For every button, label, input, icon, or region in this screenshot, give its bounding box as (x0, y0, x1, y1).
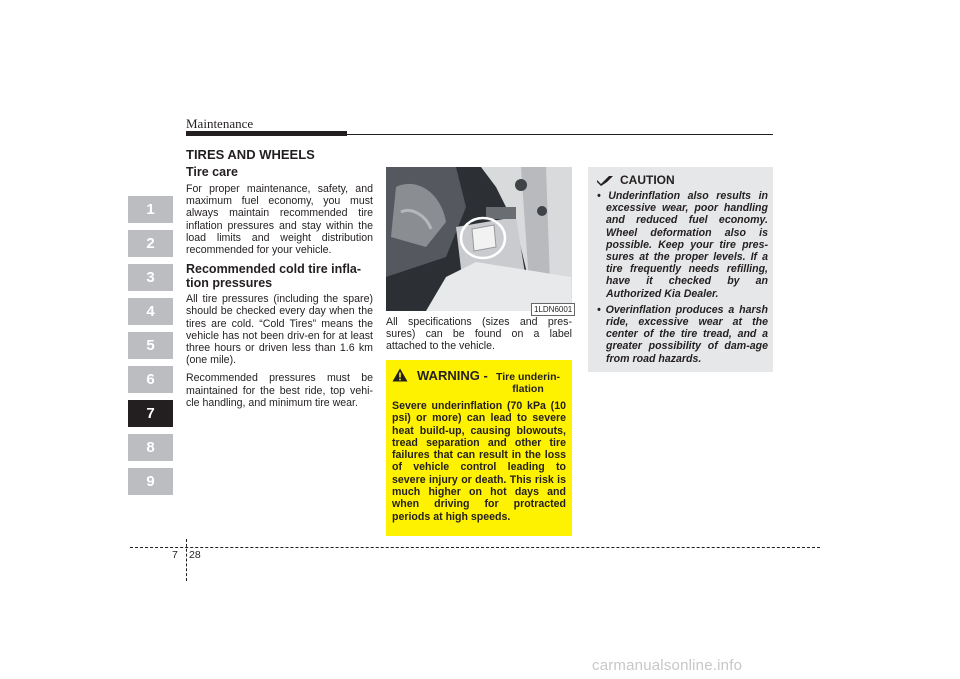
watermark: carmanualsonline.info (592, 657, 743, 674)
chapter-tab-2[interactable]: 2 (128, 230, 173, 257)
caution-check-icon (596, 174, 614, 186)
specs-text (386, 316, 572, 359)
figure-label: 1LDN6001 (531, 303, 575, 316)
warning-box (386, 360, 572, 536)
tire-care-heading: Tire care (186, 165, 238, 179)
warning-header (392, 368, 566, 400)
header-rule-bar (186, 131, 347, 136)
footer-chapter-number: 7 (172, 549, 178, 561)
caution-item-2: • Overinflation produces a harsh ride, excessive wear at the center of the tire tread, and a greater possibility of dam-age from road hazards. (597, 303, 768, 365)
chapter-tab-6[interactable]: 6 (128, 366, 173, 393)
chapter-tab-4[interactable]: 4 (128, 298, 173, 325)
caution-header (594, 173, 768, 187)
footer-divider (186, 539, 187, 581)
warning-triangle-icon (392, 368, 408, 382)
left-column (186, 165, 373, 415)
caution-item-2-text: Overinflation produces a harsh ride, excessive wear at the center of the tire tread, and a greater possibility of dam-age from road hazards. (605, 303, 768, 365)
chapter-tab-7[interactable]: 7 (128, 400, 173, 427)
cold-pressures-para2: Recommended pressures must be maintained for the best ride, top vehi-cle handling, and minimum tire wear. (186, 372, 373, 409)
footer-page-number: 28 (189, 549, 201, 561)
chapter-tab-1[interactable]: 1 (128, 196, 173, 223)
chapter-tab-5[interactable]: 5 (128, 332, 173, 359)
caution-item-1: • Underinflation also results in excessive wear, poor handling and reduced fuel economy. Wheel deformation also is possible. Keep your tire pres-sures at the proper levels. If a tire frequently needs refilling, have it checked by an Authorized Kia Dealer. (597, 190, 768, 300)
specs-paragraph: All specifications (sizes and pres-sures) can be found on a label attached to the vehicle. (386, 316, 572, 353)
page-title: TIRES AND WHEELS (186, 147, 315, 162)
chapter-tab-9[interactable]: 9 (128, 468, 173, 495)
caution-item-1-text: Underinflation also results in excessive wear, poor handling and reduced fuel economy. Wheel deformation also is possible. Keep your tire pres-sures at the proper levels. If a tire frequently needs refilling, have it checked by an Authorized Kia Dealer. (606, 190, 768, 300)
warning-title: WARNING - (417, 368, 488, 383)
warning-body: Severe underinflation (70 kPa (10 psi) or more) can lead to severe heat build-up, causing blowouts, tread separation and other tire failures that can result in the loss of vehicle control leading to severe injury or death. This risk is much higher on hot days and when driving for protracted periods at high speeds. (392, 400, 566, 523)
chapter-tabs (128, 196, 173, 502)
footer-rule (130, 547, 820, 548)
cold-pressures-para1: All tire pressures (including the spare) should be checked every day when the tires are cold. “Cold Tires” means the vehicle has not been driv-en for at least three hours or driven less than 1.6 km (one mile). (186, 293, 373, 367)
caution-title: CAUTION (620, 173, 675, 187)
section-label: Maintenance (186, 116, 254, 131)
chapter-tab-3[interactable]: 3 (128, 264, 173, 291)
door-pillar-photo (386, 167, 572, 311)
caution-box (588, 167, 773, 372)
warning-subtitle: Tire underin-flation (496, 371, 560, 395)
chapter-tab-8[interactable]: 8 (128, 434, 173, 461)
door-pillar-illustration (386, 167, 572, 311)
tire-care-body: For proper maintenance, safety, and maximum fuel economy, you must always maintain recommended tire inflation pressures and stay within the load limits and weight distribution recommended for your vehicle. (186, 183, 373, 257)
cold-pressures-heading: Recommended cold tire infla-tion pressures (186, 262, 362, 291)
